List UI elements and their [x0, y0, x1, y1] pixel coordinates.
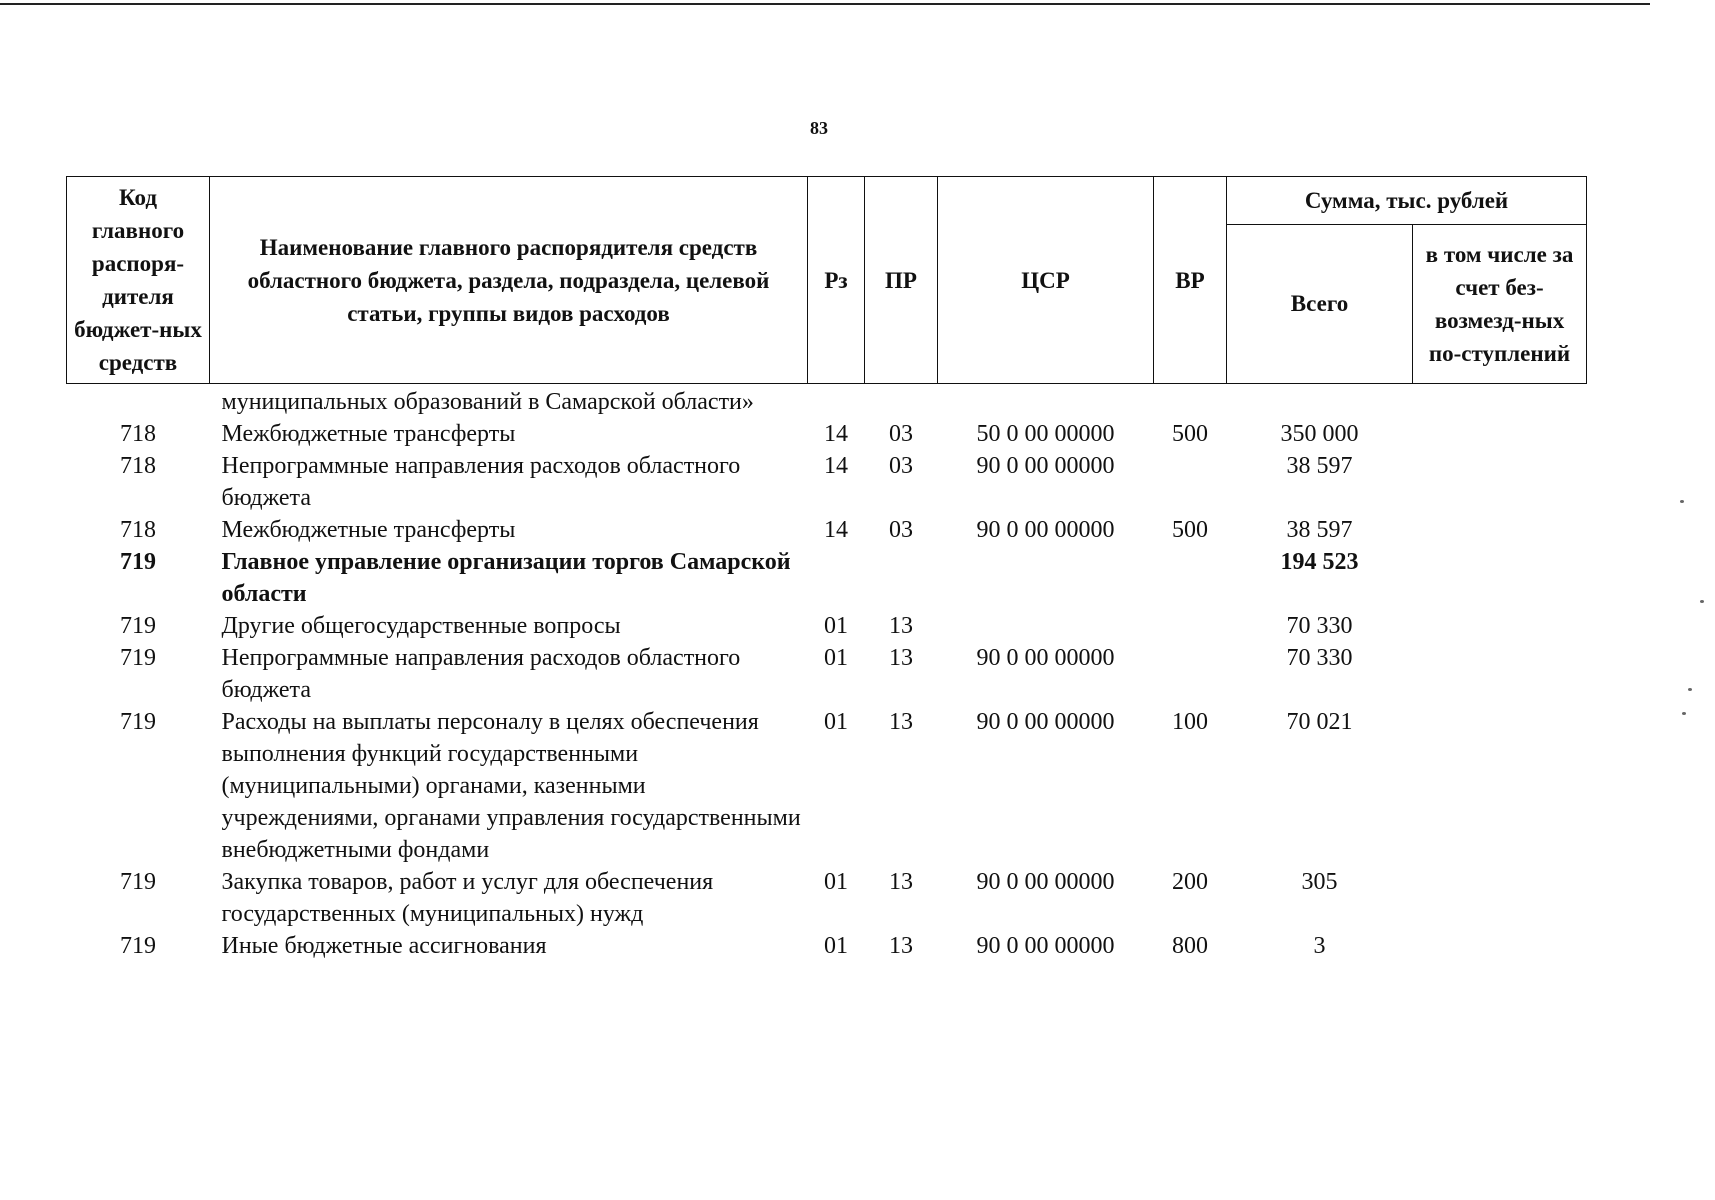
cell-code: 719 — [120, 709, 156, 735]
cell-csr: 90 0 00 00000 — [976, 709, 1115, 735]
cell-rz: 14 — [824, 453, 848, 479]
cell-vr: 200 — [1172, 869, 1208, 895]
cell-code: 718 — [120, 421, 156, 447]
cell-gratuitous — [1413, 418, 1587, 450]
cell-pr: 03 — [889, 453, 913, 479]
header-code: Код главного распоря-дителя бюджет-ных средств — [67, 177, 210, 384]
cell-rz: 14 — [824, 517, 848, 543]
table-row — [67, 514, 1587, 546]
cell-total: 350 000 — [1280, 421, 1359, 447]
cell-vr: 500 — [1172, 517, 1208, 543]
cell-name: Межбюджетные трансферты — [221, 517, 516, 543]
cell-rz — [808, 546, 865, 610]
cell-vr — [1154, 610, 1227, 642]
header-csr: ЦСР — [938, 177, 1154, 384]
table-row — [67, 866, 1587, 930]
cell-vr: 800 — [1172, 933, 1208, 959]
cell-name: Расходы на выплаты персоналу в целях обеспечения выполнения функций государственными (муниципальными) органами, казенными учреждениями, органами управления государственными внебюджетными фондами — [221, 709, 801, 863]
scan-speck — [1700, 600, 1704, 603]
cell-rz — [808, 384, 865, 419]
cell-total: 38 597 — [1286, 453, 1353, 479]
cell-pr: 03 — [889, 421, 913, 447]
cell-vr: 500 — [1172, 421, 1208, 447]
header-name: Наименование главного распорядителя средств областного бюджета, раздела, подраздела, целевой статьи, группы видов расходов — [210, 177, 808, 384]
cell-csr: 90 0 00 00000 — [976, 645, 1115, 671]
cell-total: 305 — [1301, 869, 1338, 895]
table-row — [67, 418, 1587, 450]
cell-vr — [1154, 642, 1227, 706]
cell-code: 718 — [120, 517, 156, 543]
cell-total: 194 523 — [1280, 549, 1359, 575]
cell-gratuitous — [1413, 384, 1587, 419]
header-total: Всего — [1227, 224, 1413, 384]
cell-rz: 01 — [824, 869, 848, 895]
header-row — [67, 177, 1587, 225]
table-row — [67, 642, 1587, 706]
cell-csr: 90 0 00 00000 — [976, 517, 1115, 543]
cell-csr — [938, 384, 1154, 419]
cell-pr: 13 — [889, 933, 913, 959]
cell-csr — [938, 610, 1154, 642]
table-row — [67, 706, 1587, 866]
cell-total: 70 330 — [1286, 613, 1353, 639]
cell-total: 70 021 — [1286, 709, 1353, 735]
cell-name: Закупка товаров, работ и услуг для обеспечения государственных (муниципальных) нужд — [221, 869, 714, 927]
cell-vr — [1154, 450, 1227, 514]
cell-vr — [1154, 384, 1227, 419]
cell-csr: 90 0 00 00000 — [976, 869, 1115, 895]
cell-gratuitous — [1413, 546, 1587, 610]
cell-name: муниципальных образований в Самарской области» — [221, 389, 754, 415]
cell-vr: 100 — [1172, 709, 1208, 735]
header-sum-group: Сумма, тыс. рублей — [1227, 177, 1587, 225]
page-number: 83 — [810, 118, 828, 138]
scan-speck — [1688, 688, 1692, 691]
cell-gratuitous — [1413, 706, 1587, 866]
cell-csr: 90 0 00 00000 — [976, 453, 1115, 479]
cell-pr: 13 — [889, 613, 913, 639]
cell-code: 719 — [120, 549, 156, 575]
header-pr: ПР — [865, 177, 938, 384]
cell-gratuitous — [1413, 450, 1587, 514]
cell-pr: 13 — [889, 645, 913, 671]
cell-name: Другие общегосударственные вопросы — [221, 613, 621, 639]
budget-table — [66, 176, 1587, 962]
cell-code: 719 — [120, 869, 156, 895]
cell-gratuitous — [1413, 642, 1587, 706]
cell-pr: 03 — [889, 517, 913, 543]
cell-code: 719 — [120, 933, 156, 959]
cell-pr: 13 — [889, 709, 913, 735]
scan-speck — [1682, 712, 1686, 715]
cell-rz: 01 — [824, 709, 848, 735]
cell-name: Непрограммные направления расходов областного бюджета — [221, 453, 741, 511]
cell-name: Непрограммные направления расходов областного бюджета — [221, 645, 741, 703]
cell-csr — [938, 546, 1154, 610]
cell-csr: 50 0 00 00000 — [976, 421, 1115, 447]
cell-rz: 01 — [824, 613, 848, 639]
cell-total: 70 330 — [1286, 645, 1353, 671]
scan-speck — [1680, 500, 1684, 503]
top-rule — [0, 3, 1650, 5]
cell-pr: 13 — [889, 869, 913, 895]
cell-pr — [865, 384, 938, 419]
header-vr: ВР — [1154, 177, 1227, 384]
header-rz: Рз — [808, 177, 865, 384]
cell-name: Межбюджетные трансферты — [221, 421, 516, 447]
cell-gratuitous — [1413, 514, 1587, 546]
cell-rz: 01 — [824, 933, 848, 959]
cell-rz: 01 — [824, 645, 848, 671]
header-gratuitous: в том числе за счет без-возмезд-ных по-ступлений — [1413, 224, 1587, 384]
cell-code: 719 — [120, 613, 156, 639]
cell-code: 719 — [120, 645, 156, 671]
cell-total: 38 597 — [1286, 517, 1353, 543]
cell-total: 3 — [1313, 933, 1326, 959]
table-row — [67, 610, 1587, 642]
cell-total — [1227, 384, 1413, 419]
cell-name: Главное управление организации торгов Самарской области — [221, 549, 791, 607]
cell-rz: 14 — [824, 421, 848, 447]
cell-vr — [1154, 546, 1227, 610]
table-row — [67, 930, 1587, 962]
cell-csr: 90 0 00 00000 — [976, 933, 1115, 959]
table-row — [67, 450, 1587, 514]
cell-code — [67, 384, 210, 419]
cell-code: 718 — [120, 453, 156, 479]
cell-name: Иные бюджетные ассигнования — [221, 933, 547, 959]
table-row — [67, 546, 1587, 610]
table-row — [67, 384, 1587, 419]
cell-gratuitous — [1413, 930, 1587, 962]
cell-gratuitous — [1413, 866, 1587, 930]
cell-gratuitous — [1413, 610, 1587, 642]
cell-pr — [865, 546, 938, 610]
